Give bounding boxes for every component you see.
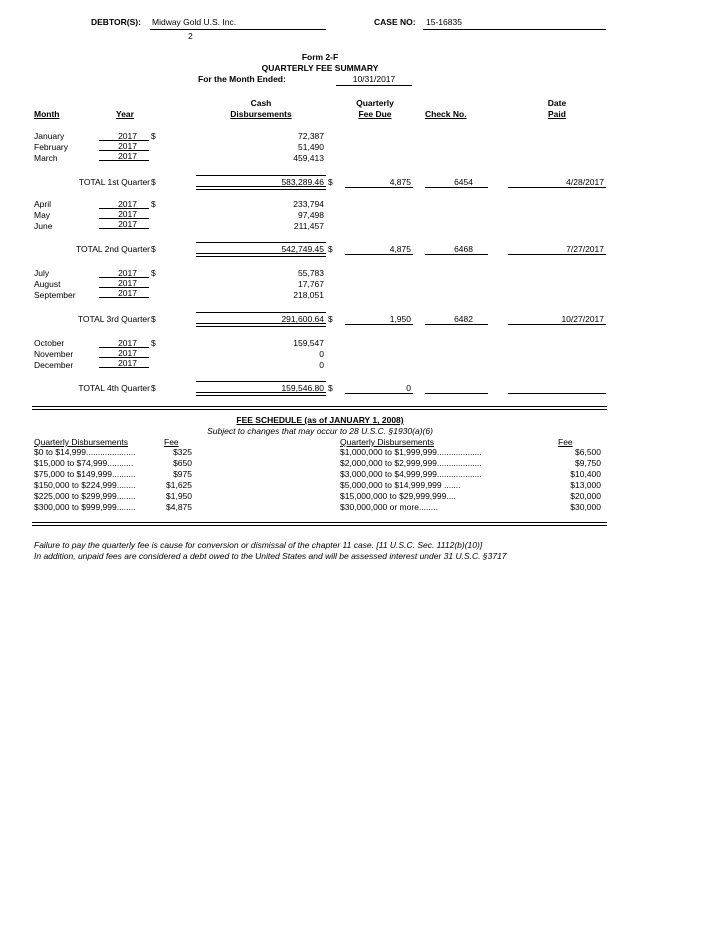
form-number: Form 2-F <box>301 52 339 62</box>
fee-due-underline <box>345 324 413 325</box>
fee-amount: $1,625 <box>166 480 192 490</box>
month-name: August <box>34 279 61 289</box>
fee-amount: $650 <box>173 458 192 468</box>
currency-sign: $ <box>151 314 156 324</box>
month-name: May <box>34 210 51 220</box>
year-cell: 2017 <box>99 268 149 278</box>
fee-amount: $13,000 <box>570 480 601 490</box>
fee-range: $150,000 to $224,999........ <box>34 480 136 490</box>
col-fee-1: Quarterly <box>356 98 394 108</box>
month-name: July <box>34 268 50 278</box>
fee-range: $30,000,000 or more........ <box>340 502 438 512</box>
case-no-underline <box>423 29 606 30</box>
total-top-rule <box>196 381 326 382</box>
amount: 211,457 <box>293 221 324 231</box>
month-name: June <box>34 221 53 231</box>
fee-amount: $20,000 <box>570 491 601 501</box>
year-cell: 2017 <box>99 288 149 298</box>
fee-amount: $325 <box>173 447 192 457</box>
currency-sign: $ <box>328 314 333 324</box>
date-paid-underline <box>508 187 606 188</box>
col-year: Year <box>116 109 134 119</box>
date-paid-underline <box>508 393 606 394</box>
total-double-rule <box>196 186 326 190</box>
fee-range: $300,000 to $999,999........ <box>34 502 136 512</box>
left-col-fee-header: Fee <box>164 437 179 447</box>
fee-range: $225,000 to $299,999........ <box>34 491 136 501</box>
schedule-top-rule <box>32 406 607 410</box>
fee-range: $1,000,000 to $1,999,999................... <box>340 447 482 457</box>
fee-due-underline <box>345 187 413 188</box>
year-cell: 2017 <box>99 358 149 368</box>
date-paid-underline <box>508 254 606 255</box>
month-ended-label: For the Month Ended: <box>198 74 286 84</box>
debtor-name: Midway Gold U.S. Inc. <box>152 17 237 27</box>
check-no-underline <box>425 324 488 325</box>
right-col-fee-header: Fee <box>558 437 573 447</box>
date-paid-underline <box>508 324 606 325</box>
total-double-rule <box>196 392 326 396</box>
fee-amount: $975 <box>173 469 192 479</box>
fee-due-underline <box>345 254 413 255</box>
footer-notice-line-1: Failure to pay the quarterly fee is cause for conversion or dismissal of the chapter 11 case. [11 U.S.C. Sec. 1112(b)(10)] <box>34 540 483 550</box>
amount: 17,767 <box>298 279 324 289</box>
currency-sign: $ <box>328 177 333 187</box>
month-name: September <box>34 290 76 300</box>
fee-due: 4,875 <box>389 244 411 254</box>
fee-range: $0 to $14,999..................... <box>34 447 136 457</box>
currency-sign: $ <box>151 338 156 348</box>
page-number: 2 <box>188 31 193 41</box>
check-no-underline <box>425 187 488 188</box>
debtor-label: DEBTOR(S): <box>91 17 141 27</box>
year-cells <box>99 268 149 298</box>
col-check-no: Check No. <box>425 109 467 119</box>
year-cell: 2017 <box>99 278 149 288</box>
fee-range: $2,000,000 to $2,999,999................... <box>340 458 482 468</box>
fee-amount: $9,750 <box>575 458 601 468</box>
total-double-rule <box>196 253 326 257</box>
currency-sign: $ <box>328 244 333 254</box>
form-title: QUARTERLY FEE SUMMARY <box>261 63 379 73</box>
total-double-rule <box>196 323 326 327</box>
month-ended-underline <box>336 85 412 86</box>
date-paid: 10/27/2017 <box>561 314 604 324</box>
year-cells <box>99 131 149 161</box>
fee-amount: $1,950 <box>166 491 192 501</box>
quarter-total-label: TOTAL 3rd Quarter <box>77 314 150 324</box>
left-col-disb-header: Quarterly Disbursements <box>34 437 129 447</box>
total-top-rule <box>196 242 326 243</box>
fee-range: $15,000 to $74,999........... <box>34 458 134 468</box>
currency-sign: $ <box>151 268 156 278</box>
year-cell: 2017 <box>99 141 149 151</box>
fee-amount: $6,500 <box>575 447 601 457</box>
amount: 0 <box>319 360 324 370</box>
currency-sign: $ <box>151 177 156 187</box>
amount: 0 <box>319 349 324 359</box>
check-no: 6468 <box>454 244 473 254</box>
amount: 459,413 <box>293 153 324 163</box>
year-cell: 2017 <box>99 348 149 358</box>
col-date-2: Paid <box>548 109 566 119</box>
quarter-total: 542,749.45 <box>281 244 324 254</box>
year-cell: 2017 <box>99 219 149 229</box>
fee-amount: $30,000 <box>570 502 601 512</box>
col-cash-2: Disbursements <box>230 109 292 119</box>
col-fee-2: Fee Due <box>358 109 392 119</box>
fee-amount: $4,875 <box>166 502 192 512</box>
case-no-value: 15-16835 <box>426 17 462 27</box>
date-paid: 4/28/2017 <box>566 177 604 187</box>
year-cell: 2017 <box>99 199 149 209</box>
month-name: November <box>34 349 74 359</box>
total-top-rule <box>196 175 326 176</box>
year-cell: 2017 <box>99 151 149 161</box>
fee-range: $5,000,000 to $14,999,999 ....... <box>340 480 461 490</box>
month-name: October <box>34 338 65 348</box>
quarter-total-label: TOTAL 1st Quarter <box>78 177 150 187</box>
right-col-disb-header: Quarterly Disbursements <box>340 437 435 447</box>
currency-sign: $ <box>151 131 156 141</box>
date-paid: 7/27/2017 <box>566 244 604 254</box>
fee-due: 4,875 <box>389 177 411 187</box>
schedule-bottom-rule <box>32 522 607 526</box>
fee-due: 1,950 <box>389 314 411 324</box>
month-name: April <box>34 199 52 209</box>
currency-sign: $ <box>328 383 333 393</box>
amount: 233,794 <box>293 199 324 209</box>
footer-notice-line-2: In addition, unpaid fees are considered a debt owed to the United States and will be assessed interest under 31 U.S.C. §3717 <box>34 551 507 561</box>
month-ended-value: 10/31/2017 <box>352 74 396 84</box>
month-name: January <box>34 131 65 141</box>
quarter-total: 583,289.46 <box>281 177 324 187</box>
amount: 72,387 <box>298 131 324 141</box>
quarter-total-label: TOTAL 2nd Quarter <box>75 244 150 254</box>
fee-amount: $10,400 <box>570 469 601 479</box>
fee-due-underline <box>345 393 413 394</box>
check-no-underline <box>425 254 488 255</box>
check-no-underline <box>425 393 488 394</box>
year-cells <box>99 199 149 229</box>
amount: 218,051 <box>293 290 324 300</box>
quarter-total-label: TOTAL 4th Quarter <box>78 383 150 393</box>
currency-sign: $ <box>151 383 156 393</box>
check-no: 6454 <box>454 177 473 187</box>
fee-range: $75,000 to $149,999.......... <box>34 469 136 479</box>
fee-due: 0 <box>406 383 411 393</box>
month-name: February <box>34 142 69 152</box>
amount: 55,783 <box>298 268 324 278</box>
debtor-underline <box>150 29 326 30</box>
fee-range: $15,000,000 to $29,999,999.... <box>340 491 456 501</box>
year-cell: 2017 <box>99 338 149 348</box>
col-cash-1: Cash <box>250 98 272 108</box>
case-no-label: CASE NO: <box>374 17 416 27</box>
quarter-total: 159,546.80 <box>281 383 324 393</box>
fee-range: $3,000,000 to $4,999,999................... <box>340 469 482 479</box>
year-cells <box>99 338 149 368</box>
total-top-rule <box>196 312 326 313</box>
currency-sign: $ <box>151 244 156 254</box>
amount: 159,547 <box>293 338 324 348</box>
year-cell: 2017 <box>99 209 149 219</box>
year-cell: 2017 <box>99 131 149 141</box>
check-no: 6482 <box>454 314 473 324</box>
fee-schedule-subtitle: Subject to changes that may occur to 28 U.S.C. §1930(a)(6) <box>207 426 433 436</box>
amount: 51,490 <box>298 142 324 152</box>
fee-schedule-title: FEE SCHEDULE (as of JANUARY 1, 2008) <box>236 415 404 425</box>
col-month: Month <box>34 109 60 119</box>
currency-sign: $ <box>151 199 156 209</box>
quarter-total: 291,600.64 <box>281 314 324 324</box>
col-date-1: Date <box>547 98 567 108</box>
month-name: December <box>34 360 74 370</box>
amount: 97,498 <box>298 210 324 220</box>
month-name: March <box>34 153 58 163</box>
